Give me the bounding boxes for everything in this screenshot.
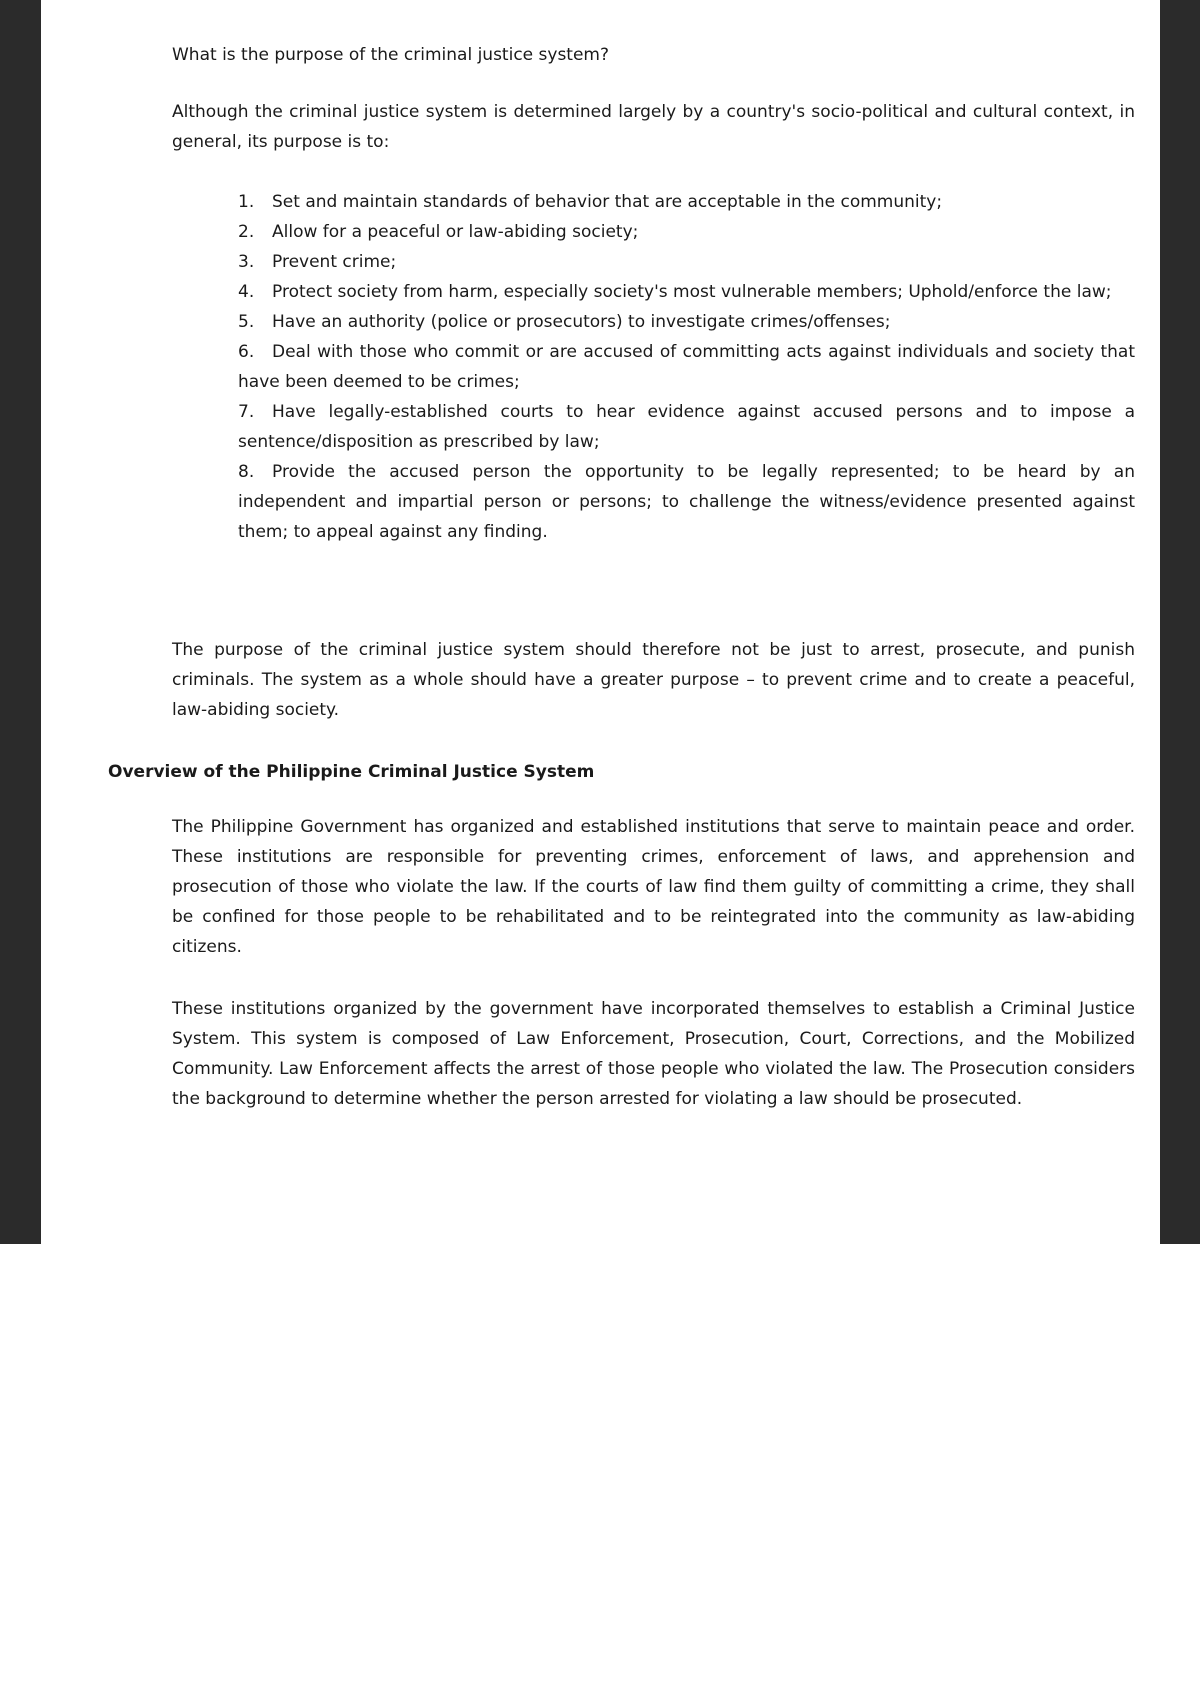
- document-page: [41, 0, 1160, 1244]
- list-number: 8.: [238, 462, 255, 482]
- list-text: Have an authority (police or prosecutors) to investigate crimes/offenses;: [272, 312, 891, 332]
- section-heading: Overview of the Philippine Criminal Justice System: [108, 762, 595, 782]
- list-text: Provide the accused person the opportunity to be legally represented; to be heard by an independent and impartial person or persons; to challenge the witness/evidence presented against them; to appeal against any finding.: [238, 462, 1135, 542]
- list-text: Have legally-established courts to hear evidence against accused persons and to impose a sentence/disposition as prescribed by law;: [238, 402, 1135, 452]
- list-text: Allow for a peaceful or law-abiding society;: [272, 222, 639, 242]
- list-item: [238, 277, 1135, 307]
- list-number: 7.: [238, 402, 255, 422]
- list-item: [238, 307, 1135, 337]
- list-item: [238, 217, 1135, 247]
- list-number: 1.: [238, 192, 255, 212]
- list-item: [238, 457, 1135, 547]
- list-item: [238, 337, 1135, 397]
- list-number: 5.: [238, 312, 255, 332]
- list-text: Set and maintain standards of behavior that are acceptable in the community;: [272, 192, 943, 212]
- list-item: [238, 247, 1135, 277]
- blank-area: [0, 1244, 1200, 1698]
- list-number: 3.: [238, 252, 255, 272]
- list-text: Deal with those who commit or are accused of committing acts against individuals and society that have been deemed to be crimes;: [238, 342, 1135, 392]
- list-text: Protect society from harm, especially society's most vulnerable members; Uphold/enforce the law;: [272, 282, 1112, 302]
- list-text: Prevent crime;: [272, 252, 397, 272]
- list-item: [238, 397, 1135, 457]
- government-paragraph: The Philippine Government has organized and established institutions that serve to maintain peace and order. These institutions are responsible for preventing crimes, enforcement of laws, and apprehension and prosecution of those who violate the law. If the courts of law find them guilty of committing a crime, they shall be confined for those people to be rehabilitated and to be reintegrated into the community as law-abiding citizens.: [172, 817, 1135, 957]
- intro-paragraph: Although the criminal justice system is determined largely by a country's socio-political and cultural context, in general, its purpose is to:: [172, 102, 1135, 152]
- institutions-paragraph: These institutions organized by the government have incorporated themselves to establish a Criminal Justice System. This system is composed of Law Enforcement, Prosecution, Court, Corrections, and the Mobilized Community. Law Enforcement affects the arrest of those people who violated the law. The Prosecution considers the background to determine whether the person arrested for violating a law should be prosecuted.: [172, 999, 1135, 1109]
- list-number: 4.: [238, 282, 255, 302]
- list-number: 2.: [238, 222, 255, 242]
- question-line: What is the purpose of the criminal justice system?: [172, 45, 610, 65]
- list-number: 6.: [238, 342, 255, 362]
- purpose-paragraph: The purpose of the criminal justice system should therefore not be just to arrest, prosecute, and punish criminals. The system as a whole should have a greater purpose – to prevent crime and to create a peaceful, law-abiding society.: [172, 640, 1135, 720]
- purpose-list: [238, 187, 1135, 547]
- list-item: [238, 187, 1135, 217]
